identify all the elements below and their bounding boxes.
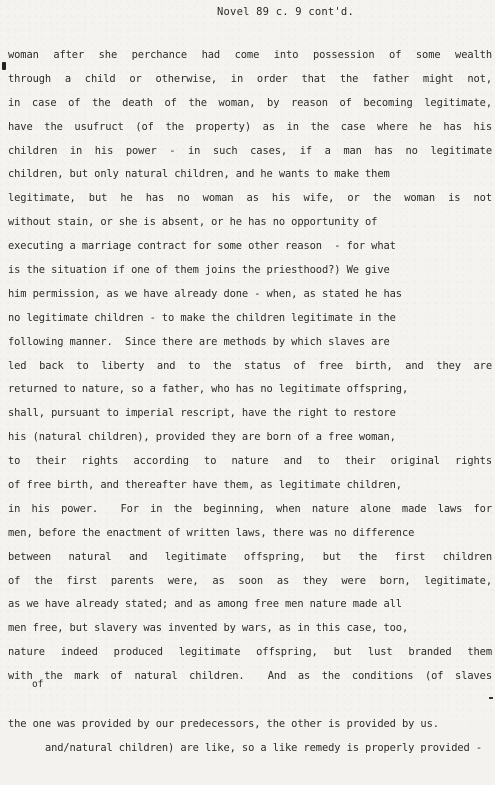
text-line: of the first parents were, as soon as they were born, legitimate, [8,574,492,587]
text-line: following manner. Since there are methods by which slaves are [8,335,390,348]
text-line: woman after she perchance had come into possession of some wealth [8,49,492,61]
text-line: returned to nature, so a father, who has no legitimate offspring, [8,383,409,396]
interlinear-insertion: of [32,679,44,691]
margin-dash-mark [489,697,493,699]
text-line: between natural and legitimate offspring, but the first children [8,550,492,563]
text-line: of free birth, and thereafter have them, as legitimate children, [8,479,402,492]
text-line: nature indeed produced legitimate offspring, but lust branded them [8,646,492,659]
text-line: in his power. For in the beginning, when nature alone made laws for [8,502,492,515]
text-line: shall, pursuant to imperial rescript, have the right to restore [8,407,396,420]
text-line: men free, but slavery was invented by wars, as in this case, too, [8,622,409,635]
text-line: legitimate, but he has no woman as his wife, or the woman is not [8,192,492,205]
text-line: him permission, as we have already done - when, as stated he has [8,287,402,300]
text-line: his (natural children), provided they are born of a free woman, [8,431,396,444]
text-line-content: and/natural children) are like, so a like remedy is properly provided - [44,741,482,754]
text-line: as we have already stated; and as among free men nature made all [8,598,402,611]
text-line: children, but only natural children, and he wants to make them [8,168,390,181]
text-line: the one was provided by our predecessors, the other is provided by us. [8,717,439,730]
text-line: in case of the death of the woman, by reason of becoming legitimate, [8,96,492,109]
text-line: with the mark of natural children. And as the conditions (of slaves [8,670,492,683]
text-line: without stain, or she is absent, or he has no opportunity of [8,216,378,229]
body-text [8,44,492,754]
text-line: men, before the enactment of written laws, there was no difference [8,526,415,539]
text-line: led back to liberty and to the status of free birth, and they are [8,359,492,372]
text-line: executing a marriage contract for some other reason - for what [8,240,396,253]
text-line: through a child or otherwise, in order that the father might not, [8,72,492,85]
page-title: Novel 89 c. 9 cont'd. [217,6,354,18]
text-line: have the usufruct (of the property) as in the case where he has his [8,120,492,133]
text-line: no legitimate children - to make the children legitimate in the [8,311,396,324]
margin-mark [2,62,6,70]
text-line: children in his power - in such cases, if a man has no legitimate [8,144,492,157]
page-header [0,6,495,18]
text-line: to their rights according to nature and to their original rights [8,455,492,468]
text-line: is the situation if one of them joins the priesthood?) We give [8,264,390,277]
